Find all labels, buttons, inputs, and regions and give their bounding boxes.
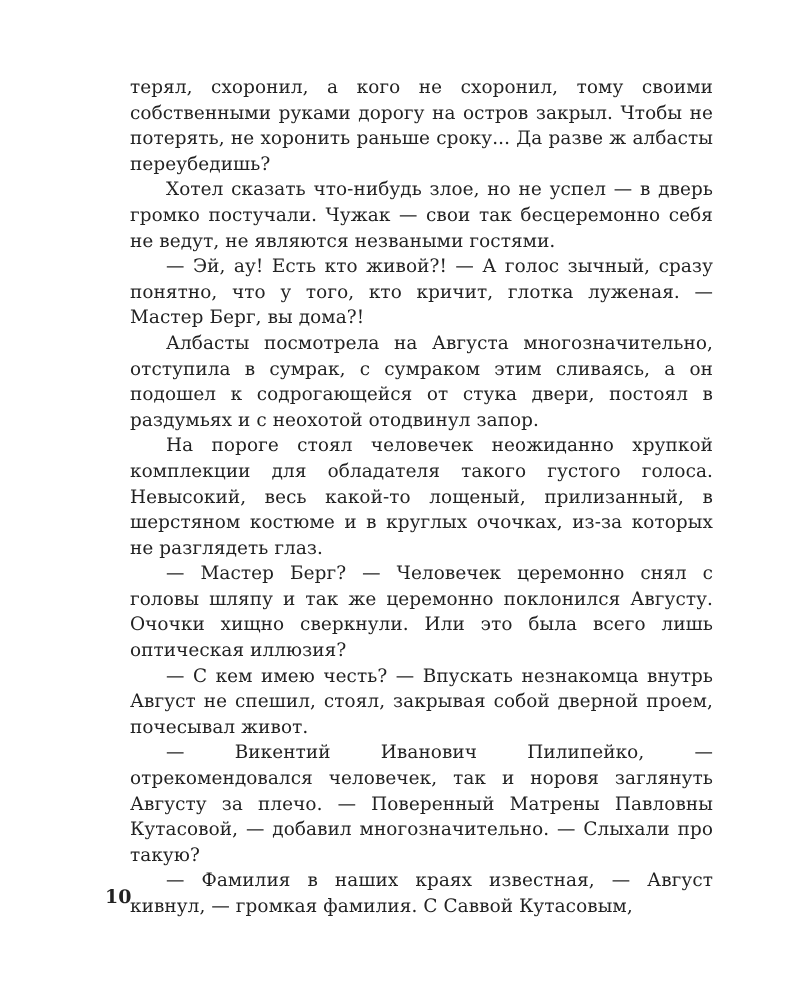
page-number: 10 (105, 886, 132, 908)
paragraph-1: терял, схоронил, а кого не схоронил, тому своими собственными руками дорогу на остров закрыл. Чтобы не потерять, не хоронить раньше сроку... Да разве ж албасты переубедишь? (130, 77, 713, 175)
paragraph-5: На пороге стоял человечек неожиданно хрупкой комплекции для обладателя такого густого голоса. Невысокий, весь какой-то лощеный, прилизанный, в шерстяном костюме и в круглых очочках, из-за которых не разглядеть глаз. (130, 435, 713, 559)
paragraph-2: Хотел сказать что-нибудь злое, но не успел — в дверь громко постучали. Чужак — свои так бесцеремонно себя не ведут, не являются незваными гостями. (130, 179, 713, 252)
page-text (130, 75, 713, 920)
paragraph-6: — Мастер Берг? — Человечек церемонно снял с головы шляпу и так же церемонно поклонился Августу. Очочки хищно сверкнули. Или это была всего лишь оптическая иллюзия? (130, 563, 713, 662)
paragraph-7: — С кем имею честь? — Впускать незнакомца внутрь Август не спешил, стоял, закрывая собой дверной проем, почесывал живот. (130, 665, 713, 738)
paragraph-3: — Эй, ау! Есть кто живой?! — А голос зычный, сразу понятно, что у того, кто кричит, глотка луженая. — Мастер Берг, вы дома?! (130, 256, 713, 329)
paragraph-4: Албасты посмотрела на Августа многозначительно, отступила в сумрак, с сумраком этим сливаясь, а он подошел к содрогающейся от стука двери, постоял в раздумьях и с неохотой отодвинул запор. (130, 332, 713, 431)
paragraph-9: — Фамилия в наших краях известная, — Август кивнул, — громкая фамилия. С Саввой Кутасовым, (130, 870, 713, 917)
paragraph-8: — Викентий Иванович Пилипейко, — отрекомендовался человечек, так и норовя заглянуть Августу за плечо. — Поверенный Матрены Павловны Кутасовой, — добавил многозначительно. — Слыхали про такую? (130, 742, 713, 866)
